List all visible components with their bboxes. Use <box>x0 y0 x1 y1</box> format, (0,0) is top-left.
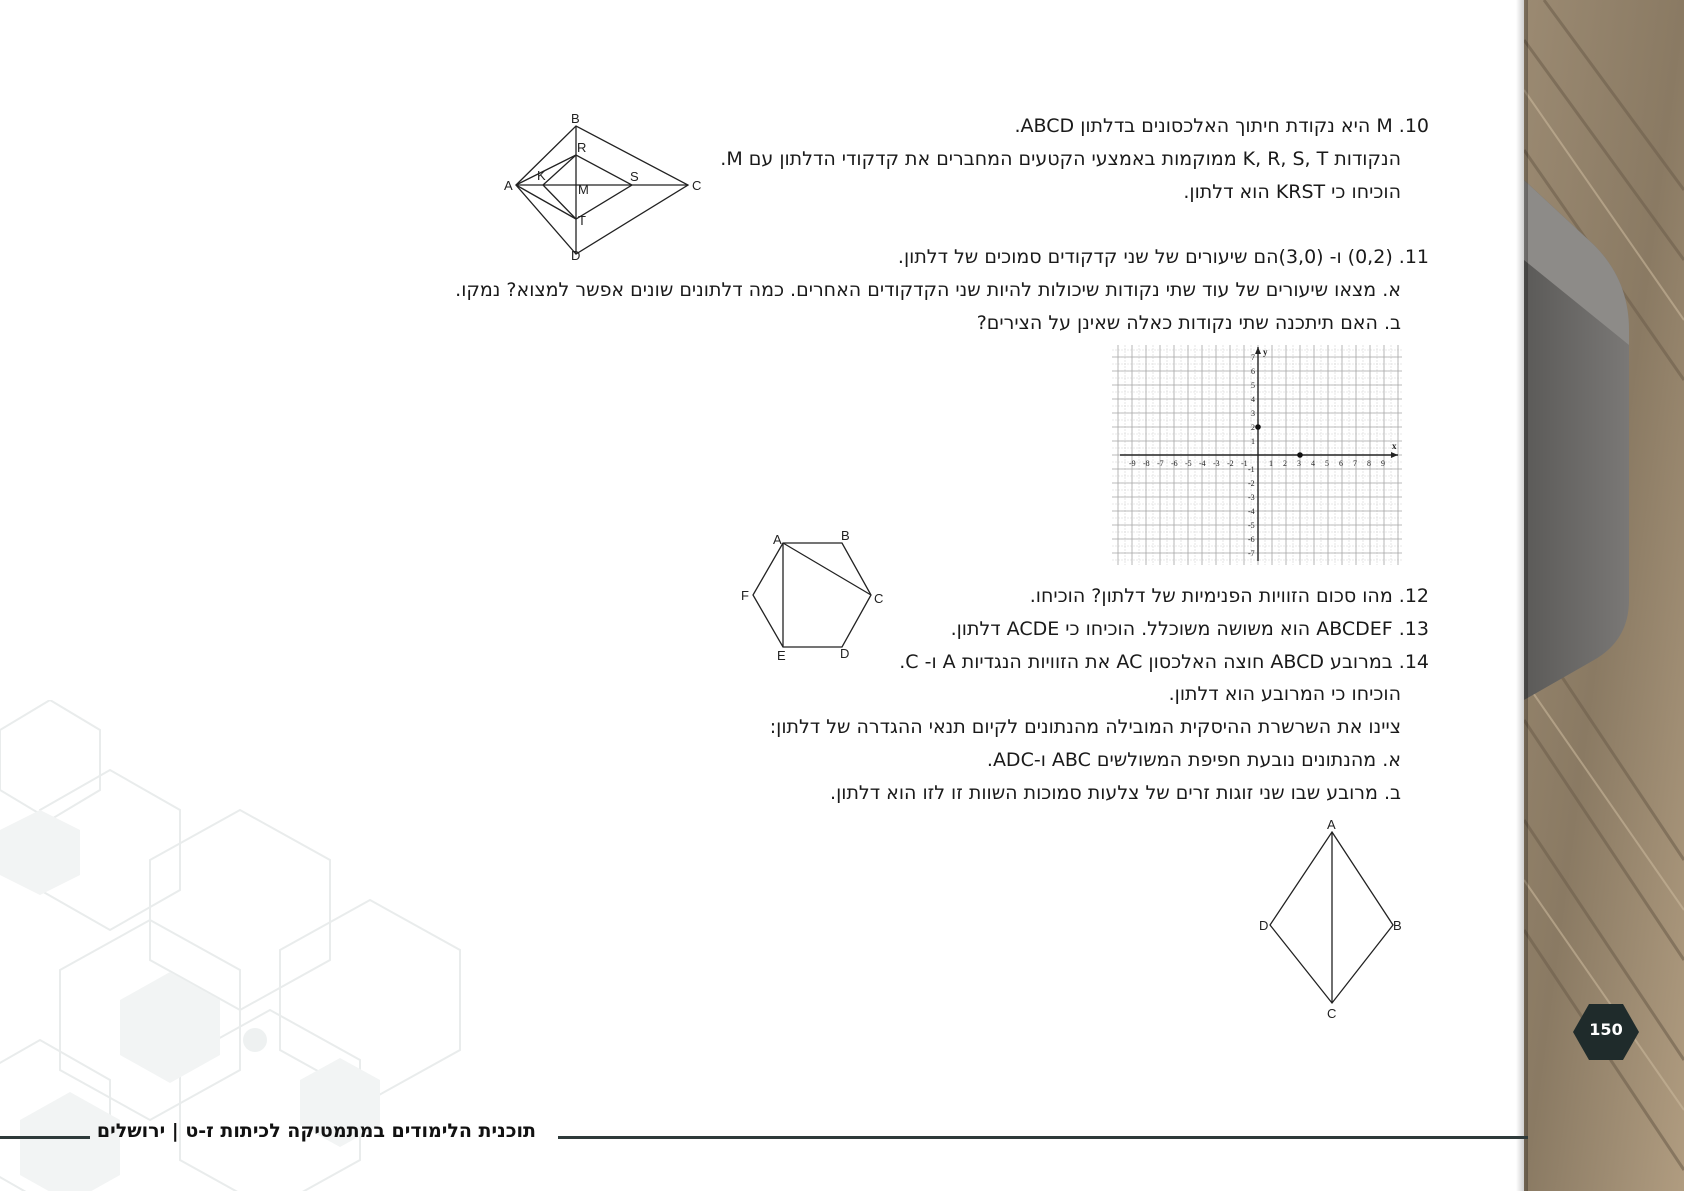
kite-krst-figure <box>500 108 710 263</box>
y-tick-label: 1 <box>1251 437 1255 446</box>
x-tick-label: 2 <box>1283 459 1287 468</box>
y-tick-label: 4 <box>1251 395 1255 404</box>
y-tick-label: -2 <box>1248 479 1255 488</box>
hex-label-b: B <box>841 528 850 543</box>
x-tick-label: -8 <box>1143 459 1150 468</box>
kite2-label-a: A <box>1327 817 1336 832</box>
footer-divider-left <box>0 1136 90 1139</box>
hexagon-pattern-background <box>0 700 560 1191</box>
x-tick-label: 4 <box>1311 459 1315 468</box>
footer-divider-right <box>558 1136 1528 1139</box>
y-tick-label: -1 <box>1248 465 1255 474</box>
q10-line2: הנקודות K, R, S, T ממוקמות באמצעי הקטעים המחברים את קדקודי הדלתון עם M. <box>720 148 1401 170</box>
q11-part-a: א. מצאו שיעורים של עוד שתי נקודות שיכולות להיות שני הקדקודים האחרים. כמה דלתונים שונים אפשר למצוא? נמקו. <box>455 279 1401 301</box>
y-tick-label: 7 <box>1251 353 1255 362</box>
x-tick-label: 3 <box>1297 459 1301 468</box>
y-tick-label: -7 <box>1248 549 1255 558</box>
kite1-label-k: K <box>537 168 546 183</box>
q10-line1: M .10 היא נקודת חיתוך האלכסונים בדלתון ABCD. <box>1014 115 1429 137</box>
y-axis-arrow <box>1255 347 1261 354</box>
kite1-label-r: R <box>577 140 587 155</box>
x-tick-label: 9 <box>1381 459 1385 468</box>
footer-title: תוכנית הלימודים במתמטיקה לכיתות ז-ט | ירושלים <box>96 1120 536 1142</box>
x-tick-label: 5 <box>1325 459 1329 468</box>
y-tick-label: 2 <box>1251 423 1255 432</box>
hex-label-e: E <box>777 648 786 663</box>
page-edge-shadow <box>1516 0 1528 1191</box>
y-tick-label: -4 <box>1248 507 1255 516</box>
grid-point <box>1297 452 1303 458</box>
page-number: 150 <box>1589 1020 1623 1039</box>
q14-line2: הוכיחו כי המרובע הוא דלתון. <box>1168 683 1401 705</box>
kite2-label-d: D <box>1259 918 1269 933</box>
q14-line3: ציינו את השרשרת ההיסקית המובילה מהנתונים לקיום תנאי ההגדרה של דלתון: <box>769 716 1401 738</box>
x-tick-label: -6 <box>1171 459 1178 468</box>
hexagon-abcdef-outline <box>753 543 871 647</box>
kite-abcd-outline <box>516 126 688 254</box>
kite1-label-t: T <box>578 213 586 228</box>
x-axis-arrow <box>1391 452 1398 458</box>
y-tick-label: 6 <box>1251 367 1255 376</box>
q10-line3: הוכיחו כי KRST הוא דלתון. <box>1183 181 1401 203</box>
x-tick-label: 7 <box>1353 459 1357 468</box>
x-axis-label: x <box>1392 441 1397 451</box>
y-tick-label: 3 <box>1251 409 1255 418</box>
x-tick-label: -9 <box>1129 459 1136 468</box>
page-number-badge <box>1572 1002 1640 1062</box>
x-tick-label: 1 <box>1269 459 1273 468</box>
kite1-label-a: A <box>504 178 513 193</box>
q12-line1: 12. מהו סכום הזוויות הפנימיות של דלתון? הוכיחו. <box>1029 585 1429 607</box>
hexagon-figure <box>735 526 895 666</box>
q14-part-b: ב. מרובע שבו שני זוגות זרים של צלעות סמוכות השוות זו לזו הוא דלתון. <box>830 782 1401 804</box>
x-tick-label: 8 <box>1367 459 1371 468</box>
kite1-label-s: S <box>630 169 639 184</box>
x-tick-label: -2 <box>1227 459 1234 468</box>
hex-label-f: F <box>741 588 749 603</box>
x-tick-label: -1 <box>1241 459 1248 468</box>
x-tick-label: 6 <box>1339 459 1343 468</box>
q13-line1: ABCDEF .13 הוא משושה משוכלל. הוכיחו כי ACDE דלתון. <box>950 618 1429 640</box>
x-tick-label: -3 <box>1213 459 1220 468</box>
grid-point <box>1255 424 1261 430</box>
kite1-label-c: C <box>692 178 702 193</box>
hex-label-a: A <box>773 532 782 547</box>
y-tick-label: -3 <box>1248 493 1255 502</box>
q14-part-a: א. מהנתונים נובעת חפיפת המשולשים ABC ו-ADC. <box>986 749 1401 771</box>
x-tick-label: -4 <box>1199 459 1206 468</box>
q11-part-b: ב. האם תיתכנה שתי נקודות כאלה שאינן על הצירים? <box>976 312 1401 334</box>
kite-abcd-figure <box>1255 814 1415 1024</box>
q14-line1: 14. במרובע ABCD חוצה האלכסון AC את הזוויות הנגדיות A ו- C. <box>899 651 1429 673</box>
hex-label-d: D <box>840 646 850 661</box>
coordinate-grid <box>1112 345 1402 565</box>
kite2-label-c: C <box>1327 1006 1337 1021</box>
kite2-label-b: B <box>1393 918 1402 933</box>
kite1-label-d: D <box>571 248 581 263</box>
kite1-label-b: B <box>571 111 580 126</box>
kite1-label-m: M <box>578 182 589 197</box>
hex-label-c: C <box>874 591 884 606</box>
y-axis-label: y <box>1263 347 1268 357</box>
q11-line1: 11. (0,2) ו- (3,0)הם שיעורים של שני קדקודים סמוכים של דלתון. <box>897 246 1429 268</box>
y-tick-label: -6 <box>1248 535 1255 544</box>
y-tick-label: -5 <box>1248 521 1255 530</box>
x-tick-label: -5 <box>1185 459 1192 468</box>
x-tick-label: -7 <box>1157 459 1164 468</box>
y-tick-label: 5 <box>1251 381 1255 390</box>
